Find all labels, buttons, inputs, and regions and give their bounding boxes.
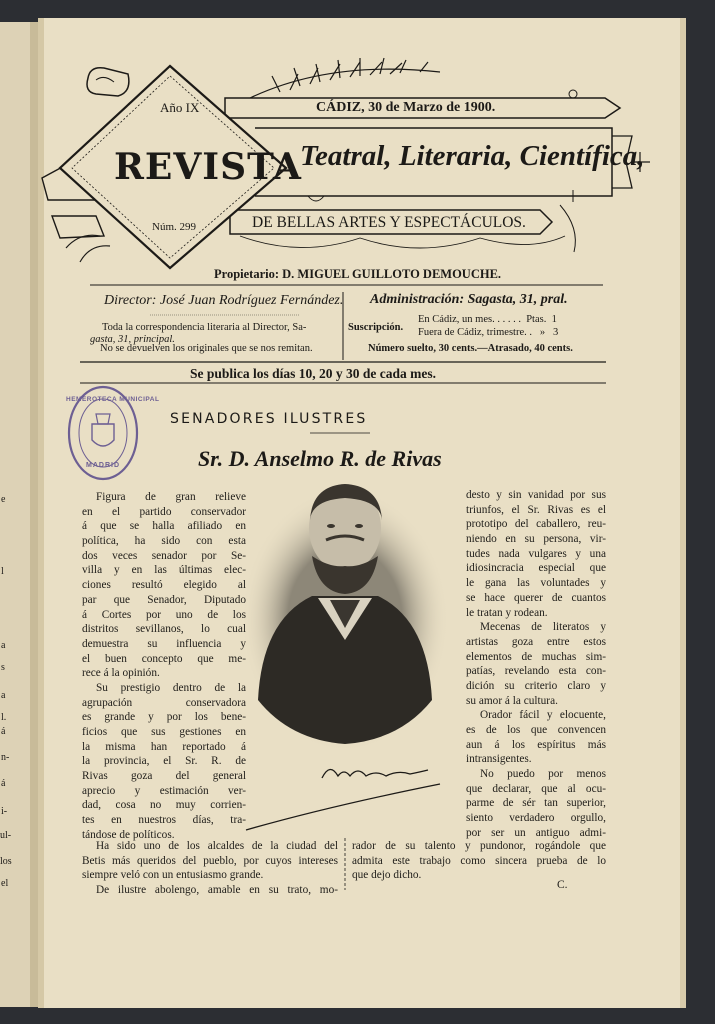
masthead-title: REVISTA <box>114 146 302 188</box>
text-line: rador de su talento y pundonor, rogándole que <box>352 840 606 852</box>
text-line: en el partido conservador <box>82 505 246 518</box>
text-line: á que se halla afiliado en <box>82 520 246 533</box>
stamp-text-bottom: MADRID <box>86 462 120 469</box>
text-line: No puedo por menos <box>480 768 606 781</box>
left-page-fragment: l <box>1 566 4 577</box>
year-label: Año IX <box>160 100 200 115</box>
text-line: artistas goza entre estos <box>466 635 606 648</box>
single-issue-price: Número suelto, 30 cents.—Atrasado, 40 cents. <box>368 343 573 354</box>
text-line: admita este trabajo como sincera prueba de lo <box>352 854 606 867</box>
article-bottom-right <box>352 839 606 883</box>
correspondence-line-3: No se devuelven los originales que se nos remitan. <box>100 343 313 354</box>
text-line: Betis más queridos del pueblo, por cuyos intereses <box>82 854 338 867</box>
article-column-right <box>466 488 606 841</box>
text-line: Orador fácil y elocuente, <box>480 709 606 722</box>
stamp-text-top: HEMEROTECA MUNICIPAL <box>66 396 160 403</box>
subscription-line-1: En Cádiz, un mes. . . . . . Ptas. 1 <box>418 314 557 325</box>
left-page-fragment: n- <box>1 752 10 763</box>
text-line: política, ha sido con esta <box>82 535 246 548</box>
text-line: dad, cosa no muy corrien- <box>82 799 246 812</box>
text-line: es grande y por los bene- <box>82 711 246 724</box>
text-line: que declarar, que al ocu- <box>466 782 606 795</box>
correspondence-line-2: gasta, 31, principal. <box>90 334 175 345</box>
left-page-fragment: á <box>1 726 6 737</box>
text-line: la provincia, el Sr. R. de <box>82 755 246 768</box>
text-line: dos veces senador por Se- <box>82 549 246 562</box>
text-line: siempre veló con un entusiasmo grande. <box>82 869 264 882</box>
left-page-fragment: s <box>1 662 5 673</box>
text-line: á Cortes por uno de los <box>82 608 246 621</box>
text-line: es de los que convencen <box>466 724 606 736</box>
text-line: tudes nada vulgares y una <box>466 547 606 560</box>
text-line: patías, revelando esta con- <box>466 665 606 678</box>
left-page-fragment: i- <box>1 806 8 817</box>
text-line: rece á la opinión. <box>82 667 160 680</box>
issue-number: Núm. 299 <box>152 221 196 233</box>
publication-schedule: Se publica los días 10, 20 y 30 de cada mes. <box>190 366 437 381</box>
owner-line: Propietario: D. MIGUEL GUILLOTO DEMOUCHE. <box>214 267 502 281</box>
text-line: ficios que sus gestiones en <box>82 726 246 738</box>
text-line: que dejo dicho. <box>352 869 422 882</box>
text-line: su amor á la cultura. <box>466 694 558 707</box>
section-title: SENADORES ILUSTRES <box>170 411 368 427</box>
text-line: parme de sér tan superior, <box>466 797 606 810</box>
article-author: C. <box>557 879 568 891</box>
text-line: elementos de muchas sim- <box>466 650 606 663</box>
left-page-fragment: el <box>1 878 9 889</box>
text-line: la misma han reportado á <box>82 740 246 753</box>
text-line: tes en nuestros días, tra- <box>82 814 246 827</box>
text-line: Mecenas de literatos y <box>480 621 606 634</box>
left-page-fragment: los <box>0 856 12 867</box>
text-line: prototipo del caballero, reu- <box>466 518 606 531</box>
subscription-line-2: Fuera de Cádiz, trimestre. . » 3 <box>418 327 559 338</box>
text-line: aun á los espíritus más <box>466 738 606 751</box>
text-line: intransigentes. <box>466 753 532 766</box>
article-heading: Sr. D. Anselmo R. de Rivas <box>198 446 442 471</box>
text-line: par que Senador, Diputado <box>82 593 246 606</box>
issue-date: CÁDIZ, 30 de Marzo de 1900. <box>316 100 496 115</box>
text-line: por ser un antiguo admi- <box>466 826 606 839</box>
text-line: le tratan y rodean. <box>466 606 548 619</box>
article-bottom-left <box>82 839 338 898</box>
left-page-fragment: á <box>1 778 6 789</box>
text-line: De ilustre abolengo, amable en su trato, mo- <box>96 884 338 897</box>
text-line: niendo en su persona, vir- <box>466 533 606 546</box>
text-line: el buen concepto que me- <box>82 652 246 665</box>
masthead-subtitle: Teatral, Literaria, Científica, <box>300 140 645 172</box>
director-line: Director: José Juan Rodríguez Fernández. <box>104 293 344 308</box>
text-line: demuestra su influencia y <box>82 637 246 650</box>
correspondence-line-1: Toda la correspondencia literaria al Director, Sa- <box>102 322 307 333</box>
text-line: se hace querer de cuantos <box>466 591 606 604</box>
text-line: dición su criterio claro y <box>466 679 606 692</box>
text-line: Ha sido uno de los alcaldes de la ciudad del <box>96 840 338 852</box>
text-line: triunfos, el Sr. Rivas es el <box>466 503 606 516</box>
text-line: desto y sin vanidad por sus <box>466 489 606 501</box>
masthead-subtitle-2: DE BELLAS ARTES Y ESPECTÁCULOS. <box>252 214 526 231</box>
left-page-fragment: e <box>1 494 6 505</box>
text-line: Figura de gran relieve <box>96 491 246 503</box>
text-line: tándose de políticos. <box>82 828 175 841</box>
text-line: ciones resultó elegido al <box>82 579 246 592</box>
text-line: idiosincracia especial que <box>466 562 606 575</box>
text-line: Su prestigio dentro de la <box>96 681 246 694</box>
left-page-fragment: a <box>1 690 6 701</box>
administration-line: Administración: Sagasta, 31, pral. <box>370 292 568 307</box>
text-line: aprecio y estimación ver- <box>82 784 246 797</box>
text-line: le gana las voluntades y <box>466 577 606 590</box>
left-page-fragment: ul- <box>0 830 12 841</box>
text-line: agrupación conservadora <box>82 696 246 709</box>
left-page-fragment: l. <box>1 712 7 723</box>
text-line: Rivas goza del general <box>82 770 246 783</box>
subscription-label: Suscripción. <box>348 322 404 333</box>
text-line: villa y en las últimas elec- <box>82 564 246 577</box>
article-column-left <box>82 490 246 843</box>
text-line: distritos sevillanos, lo cual <box>82 623 246 636</box>
text-line: siento verdadero orgullo, <box>466 812 606 825</box>
left-page-fragment: a <box>1 640 6 651</box>
